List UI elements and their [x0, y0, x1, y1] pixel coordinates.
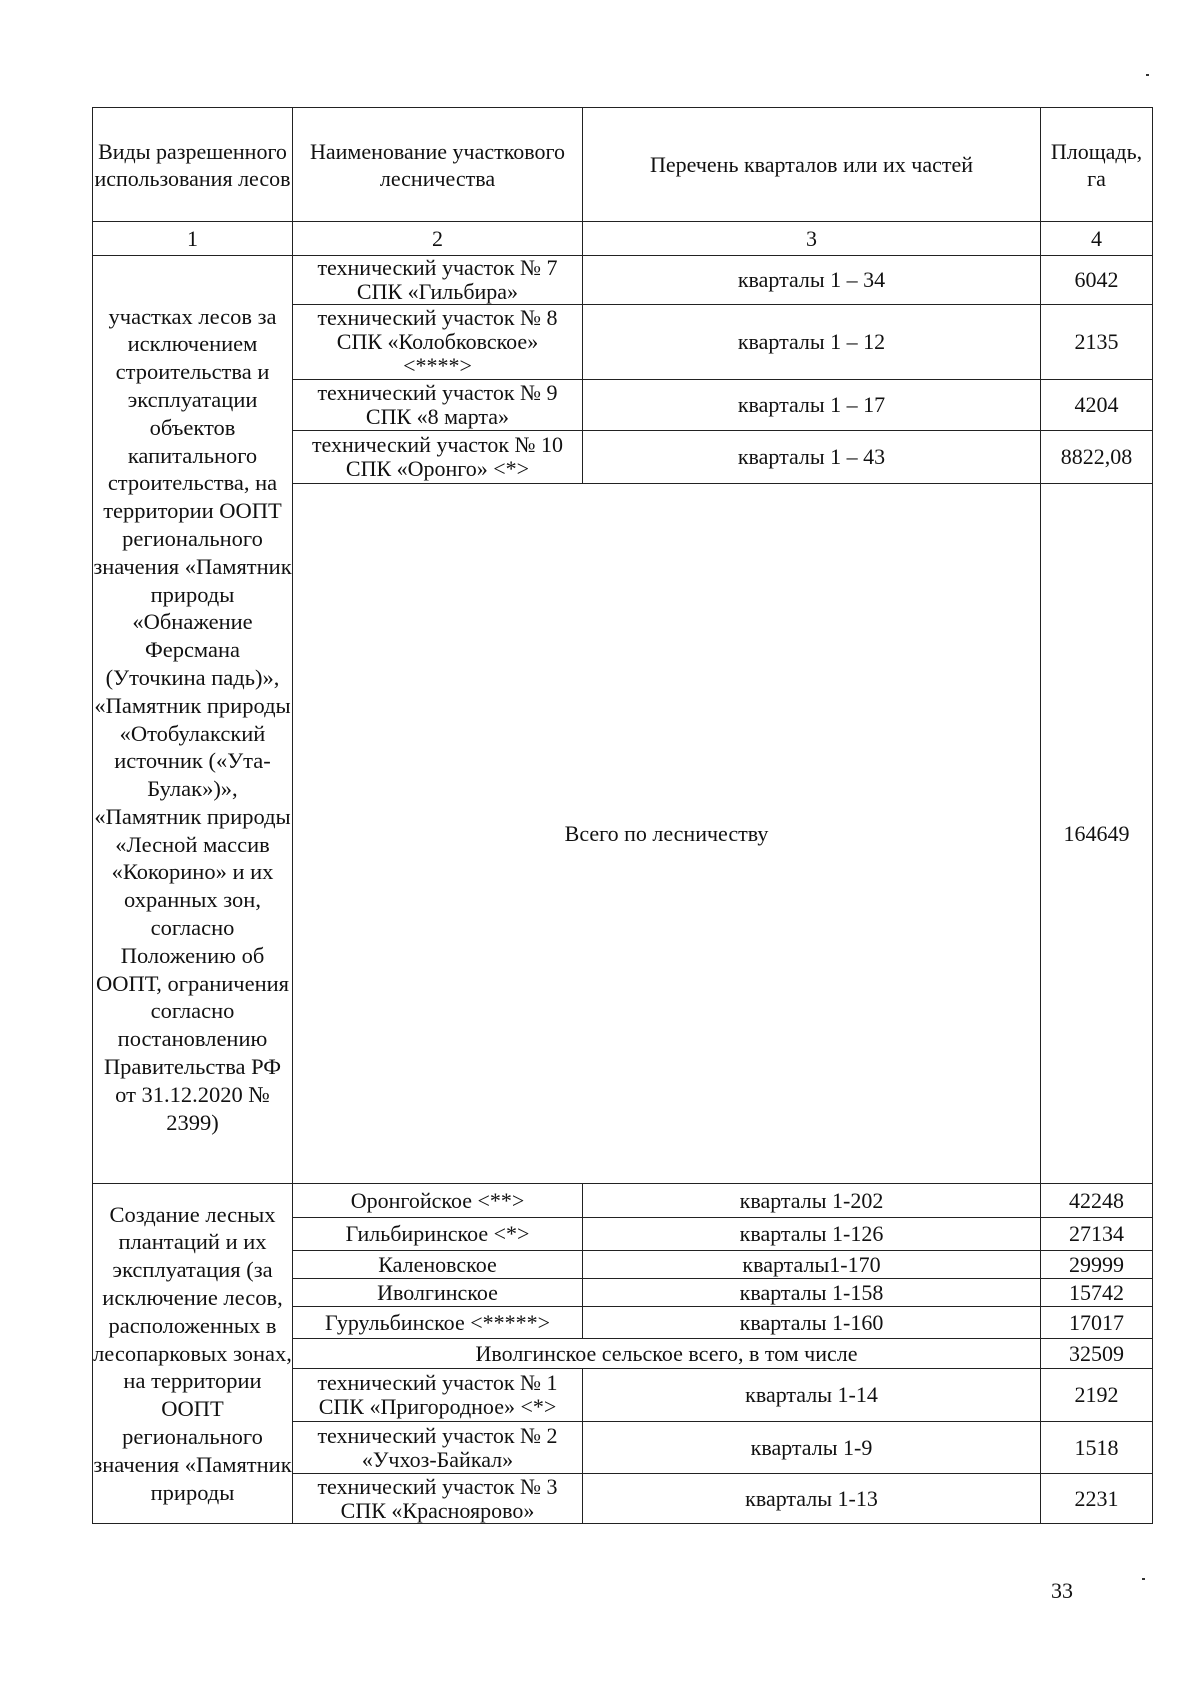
column-number: 3: [583, 222, 1041, 256]
forestry-name-line: СПК «Гильбира»: [356, 279, 519, 304]
forestry-name-cell: Иволгинское: [293, 1279, 583, 1307]
quarters-cell: кварталы 1 – 34: [583, 256, 1041, 305]
forestry-name-line: технический участок № 1: [317, 1370, 558, 1395]
area-cell: 29999: [1041, 1251, 1153, 1279]
area-cell: 2231: [1041, 1474, 1153, 1524]
forestry-name-cell: [293, 1422, 583, 1474]
area-cell: 2192: [1041, 1369, 1153, 1422]
header-quarters-list: Перечень кварталов или их частей: [583, 108, 1041, 222]
forestry-name-cell: [293, 1474, 583, 1524]
table-row: [93, 256, 1153, 305]
forestry-name-cell: Гильбиринское <*>: [293, 1218, 583, 1251]
forestry-name-cell: [293, 431, 583, 484]
quarters-cell: кварталы 1-158: [583, 1279, 1041, 1307]
forestry-name-line: технический участок № 3: [317, 1473, 558, 1499]
quarters-cell: кварталы 1-160: [583, 1307, 1041, 1339]
header-use-type: Виды разрешенного использования лесов: [93, 108, 293, 222]
header-forestry-name: Наименование участкового лесничества: [293, 108, 583, 222]
forestry-name-line: технический участок № 7: [317, 255, 558, 280]
column-number-row: [93, 222, 1153, 256]
forestry-name-line: СПК «Оронго» <*>: [345, 456, 530, 481]
forestry-name-line: СПК «Красноярово»: [340, 1497, 535, 1523]
quarters-cell: кварталы 1-14: [583, 1369, 1041, 1422]
header-row: [93, 108, 1153, 222]
area-cell: 15742: [1041, 1279, 1153, 1307]
total-area: 164649: [1041, 484, 1153, 1184]
forestry-name-line: СПК «Колобковское»: [336, 329, 539, 354]
total-label: Всего по лесничеству: [293, 484, 1041, 1184]
forestry-name-cell: Оронгойское <**>: [293, 1184, 583, 1218]
forestry-name-cell: [293, 1369, 583, 1422]
quarters-cell: кварталы 1-9: [583, 1422, 1041, 1474]
area-cell: 8822,08: [1041, 431, 1153, 484]
forestry-name-cell: [293, 380, 583, 431]
scan-speck: [1146, 74, 1149, 76]
column-number: 1: [93, 222, 293, 256]
forestry-name-cell: Каленовское: [293, 1251, 583, 1279]
page-number: 33: [1051, 1578, 1073, 1603]
forestry-name-line: СПК «8 марта»: [365, 404, 510, 429]
area-cell: 42248: [1041, 1184, 1153, 1218]
subtotal-label: Иволгинское сельское всего, в том числе: [293, 1339, 1041, 1369]
quarters-cell: кварталы 1-126: [583, 1218, 1041, 1251]
forestry-name-cell: Гурульбинское <*****>: [293, 1307, 583, 1339]
quarters-cell: кварталы 1-13: [583, 1474, 1041, 1524]
column-number: 4: [1041, 222, 1153, 256]
forestry-name-cell: [293, 305, 583, 380]
forestry-name-line: технический участок № 2: [317, 1422, 558, 1448]
subtotal-area: 32509: [1041, 1339, 1153, 1369]
use-type-description: Создание лесных плантаций и их эксплуатация (за исключение лесов, расположенных в лесопарковых зонах, на территории ООПТ регионального значения «Памятник природы: [93, 1184, 293, 1524]
forestry-name-line: <****>: [403, 353, 472, 378]
forestry-name-line: технический участок № 9: [317, 380, 558, 405]
quarters-cell: кварталы 1-202: [583, 1184, 1041, 1218]
area-cell: 27134: [1041, 1218, 1153, 1251]
quarters-cell: кварталы 1 – 12: [583, 305, 1041, 380]
forestry-name-line: «Учхоз-Байкал»: [361, 1446, 514, 1472]
area-cell: 1518: [1041, 1422, 1153, 1474]
quarters-cell: кварталы1-170: [583, 1251, 1041, 1279]
area-cell: 17017: [1041, 1307, 1153, 1339]
forest-use-table: [92, 107, 1153, 1524]
scan-speck: [1142, 1578, 1145, 1580]
forestry-name-line: СПК «Пригородное» <*>: [318, 1394, 557, 1419]
column-number: 2: [293, 222, 583, 256]
area-cell: 4204: [1041, 380, 1153, 431]
table-row: [93, 1184, 1153, 1218]
area-cell: 6042: [1041, 256, 1153, 305]
use-type-description: участках лесов за исключением строительства и эксплуатации объектов капитального строительства, на территории ООПТ регионального значения «Памятник природы «Обнажение Ферсмана (Уточкина падь)», «Памятник природы «Отобулакский источник («Ута-Булак»)», «Памятник природы «Лесной массив «Кокорино» и их охранных зон, согласно Положению об ООПТ, ограничения согласно постановлению Правительства РФ от 31.12.2020 № 2399): [93, 256, 293, 1184]
area-cell: 2135: [1041, 305, 1153, 380]
quarters-cell: кварталы 1 – 43: [583, 431, 1041, 484]
forestry-name-cell: [293, 256, 583, 305]
header-area: Площадь, га: [1041, 108, 1153, 222]
forestry-name-line: технический участок № 8: [317, 305, 558, 330]
forestry-name-line: технический участок № 10: [311, 432, 564, 457]
quarters-cell: кварталы 1 – 17: [583, 380, 1041, 431]
